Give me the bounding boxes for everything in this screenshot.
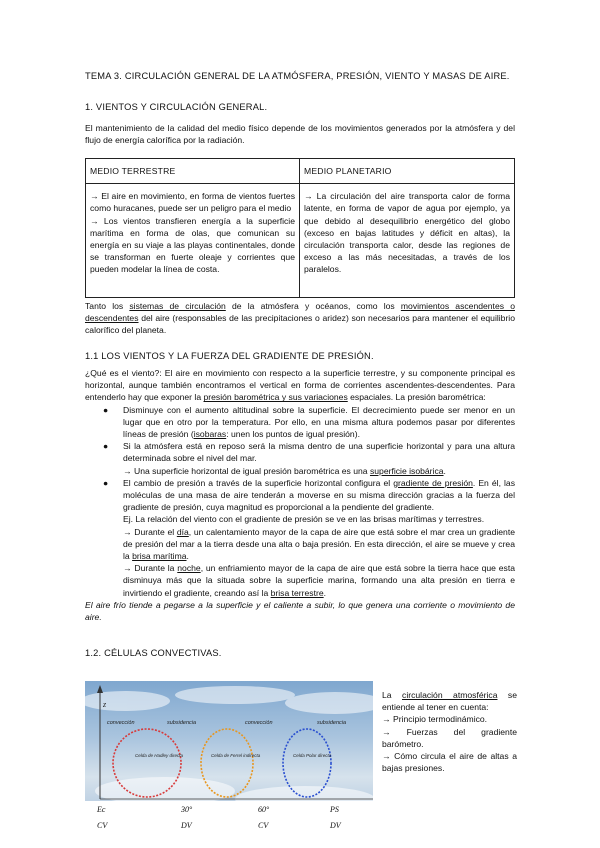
z-axis-label: z <box>103 700 107 709</box>
section-1-heading: 1. VIENTOS Y CIRCULACIÓN GENERAL. <box>85 102 268 112</box>
bullet-icon: ● <box>103 477 109 488</box>
label-subsidencia-2: subsidencia <box>317 720 347 726</box>
section-1-paragraph-2: Tanto los sistemas de circulación de la atmósfera y océanos, como los movimientos ascendentes o descendentes del aire (responsables de las precipitaciones o aridez) son necesarios para mantener el equilibrio calorífico del planeta. <box>85 301 515 336</box>
label-hadley-cell-text: Celda de Hadley directa <box>135 753 184 758</box>
bullet-icon: ● <box>103 404 109 415</box>
label-lat-30: 30° <box>181 805 193 814</box>
table-header-terrestre: MEDIO TERRESTRE <box>86 159 300 184</box>
viento-definition: ¿Qué es el viento?: El aire en movimiento con respecto a la superficie terrestre, y su componente principal es horizontal, aunque también encontramos el vertical en forma de corrientes ascendentes-descendentes. Para entenderlo hay que exponer la presión barométrica y sus variaciones espaciales. La presión barométrica: <box>85 368 515 403</box>
document-title: TEMA 3. CIRCULACIÓN GENERAL DE LA ATMÓSFERA, PRESIÓN, VIENTO Y MASAS DE AIRE. <box>85 71 510 81</box>
label-ecuador: Ec <box>97 805 106 814</box>
list-item: ● Si la atmósfera está en reposo será la misma dentro de una superficie horizontal y para una altura determinada sobre el nivel del mar. → Una superficie horizontal de igual presión barométrica es una superficie isobárica. <box>103 441 515 476</box>
label-polar-cell <box>293 753 332 758</box>
convective-cells-figure <box>85 681 373 841</box>
label-polo-sur: PS <box>330 805 339 814</box>
label-cv-1: CV <box>97 821 108 830</box>
circulation-sidebar: La circulación atmosférica se entiende al tener en cuenta: → Principio termodinámico. → Fuerzas del gradiente barómetro. → Cómo circula el aire de altas a bajas presiones. <box>382 690 518 774</box>
table-header-planetario: MEDIO PLANETARIO <box>300 159 515 184</box>
label-dv-1: DV <box>181 821 192 830</box>
terrestre-point-1: → El aire en movimiento, en forma de vientos fuertes como huracanes, puede ser un peligro para el medio <box>90 191 295 214</box>
figure-label-strip <box>85 801 373 841</box>
section-1-2-heading: 1.2. CÉLULAS CONVECTIVAS. <box>85 648 222 658</box>
circulacion-atmosferica-term: circulación atmosférica <box>402 690 498 700</box>
label-conveccion-2: convección <box>245 720 273 726</box>
terrestre-point-2: → Los vientos transfieren energía a la superficie marítima en forma de olas, que comunican su energía en su viaje a las playas continentales, donde se transforman en fuerte oleaje y corrientes que pueden modelar la línea de costa. <box>90 215 295 275</box>
presion-list <box>85 404 515 599</box>
label-ferrel-cell <box>211 753 261 758</box>
label-cv-2: CV <box>258 821 269 830</box>
list-item: ● Disminuye con el aumento altitudinal sobre la superficie. El decrecimiento puede ser menor en un lugar que en otro por la temperatura. Por ello, en una misma altura podemos pasar por diferentes líneas de presión (isobaras: unen los puntos de igual presión). <box>103 404 515 440</box>
label-lat-60: 60° <box>258 805 270 814</box>
section-1-intro: El mantenimiento de la calidad del medio físico depende de los movimientos generados por la atmósfera y del flujo de energía calorífica por la radiación. <box>85 123 515 146</box>
label-subsidencia-1: subsidencia <box>167 720 197 726</box>
table-cell-terrestre <box>86 184 300 298</box>
side-list-item: → Cómo circula el aire de altas a bajas presiones. <box>382 751 517 774</box>
section-1-1-heading: 1.1 LOS VIENTOS Y LA FUERZA DEL GRADIENTE DE PRESIÓN. <box>85 351 374 361</box>
presion-barometrica-term: presión barométrica y sus variaciones <box>203 392 348 403</box>
label-dv-2: DV <box>330 821 341 830</box>
comparison-table <box>85 158 515 298</box>
z-axis-arrow-icon <box>97 685 103 693</box>
side-list-item: → Principio termodinámico. <box>382 714 488 725</box>
label-hadley-cell <box>135 753 184 758</box>
label-polar-cell-text: Celda Polar directa <box>293 753 332 758</box>
link-movimientos: movimientos ascendentes o descendentes <box>85 301 515 324</box>
list-item: ● El cambio de presión a través de la superficie horizontal configura el gradiente de presión. En él, las moléculas de una masa de aire tenderán a moverse en su misma dirección gracias a la fuerza del gradiente de presión, cuya magnitud es proporcional a la pendiente del gradiente. Ej. La relación del viento con el gradiente de presión se ve en las brisas marítimas y terrestres. → Durante el día, un calentamiento mayor de la capa de aire que está sobre el mar crea un gradiente de presión del mar a la tierra desde una alta o baja presión. En esta dirección, el aire se mueve y crea la brisa marítima. → Durante la noche, un enfriamiento mayor de la capa de aire que está sobre la tierra hace que esta disminuya más que la situada sobre la superficie marina, formando una alta presión en tierra e invirtiendo el gradiente, creando así la brisa terrestre. <box>103 477 515 598</box>
label-conveccion-1: convección <box>107 720 135 726</box>
italic-conclusion: El aire frío tiende a pegarse a la superficie y el caliente a subir, lo que genera una corriente o movimiento de aire. <box>85 599 515 623</box>
link-sistemas-circulacion: sistemas de circulación <box>129 301 226 311</box>
side-list-item: → Fuerzas del gradiente barómetro. <box>382 726 517 749</box>
table-cell-planetario <box>300 184 515 298</box>
section-1-1-body <box>85 367 515 623</box>
bullet-icon: ● <box>103 441 109 452</box>
planetario-point-1: → La circulación del aire transporta calor de forma latente, en forma de vapor de agua por ejemplo, ya que debido al desequilibrio energético del globo (exceso en bajas latitudes y déficit en altas), la circulación transporta calor, desde las regiones de exceso a las más necesitadas, a través de los paralelos. <box>304 191 510 275</box>
label-ferrel-cell-text: Celda de Ferrel indirecta <box>211 753 261 758</box>
